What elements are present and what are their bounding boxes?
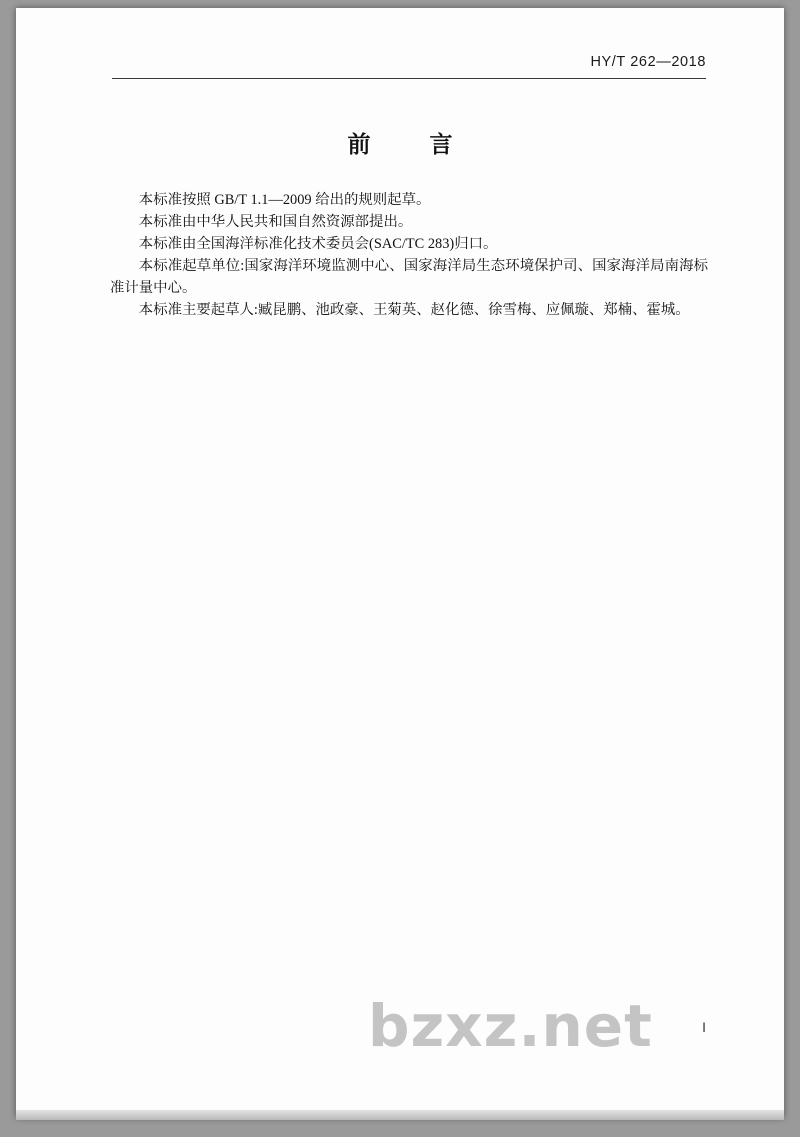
paragraph: 本标准主要起草人:臧昆鹏、池政豪、王菊英、赵化德、徐雪梅、应佩璇、郑楠、霍城。: [138, 301, 690, 318]
paragraph: 本标准按照 GB/T 1.1—2009 给出的规则起草。: [138, 192, 431, 208]
watermark: bzxz.net: [368, 992, 653, 1060]
document-page: [16, 8, 784, 1118]
page-number: Ⅰ: [702, 1020, 706, 1035]
paragraph: 本标准由全国海洋标准化技术委员会(SAC/TC 283)归口。: [138, 236, 498, 252]
page-header: [112, 54, 706, 82]
page-bottom-edge: [16, 1110, 784, 1120]
page-title: 前 言: [347, 131, 471, 158]
paragraph: 本标准起草单位:国家海洋环境监测中心、国家海洋局生态环境保护司、国家海洋局南海标准计量中心。: [110, 258, 708, 296]
paragraph: 本标准由中华人民共和国自然资源部提出。: [138, 214, 413, 230]
standard-code: HY/T 262—2018: [590, 54, 706, 70]
page-content: [16, 8, 784, 1118]
header-divider: [112, 78, 706, 79]
foreword-body: [110, 190, 708, 322]
